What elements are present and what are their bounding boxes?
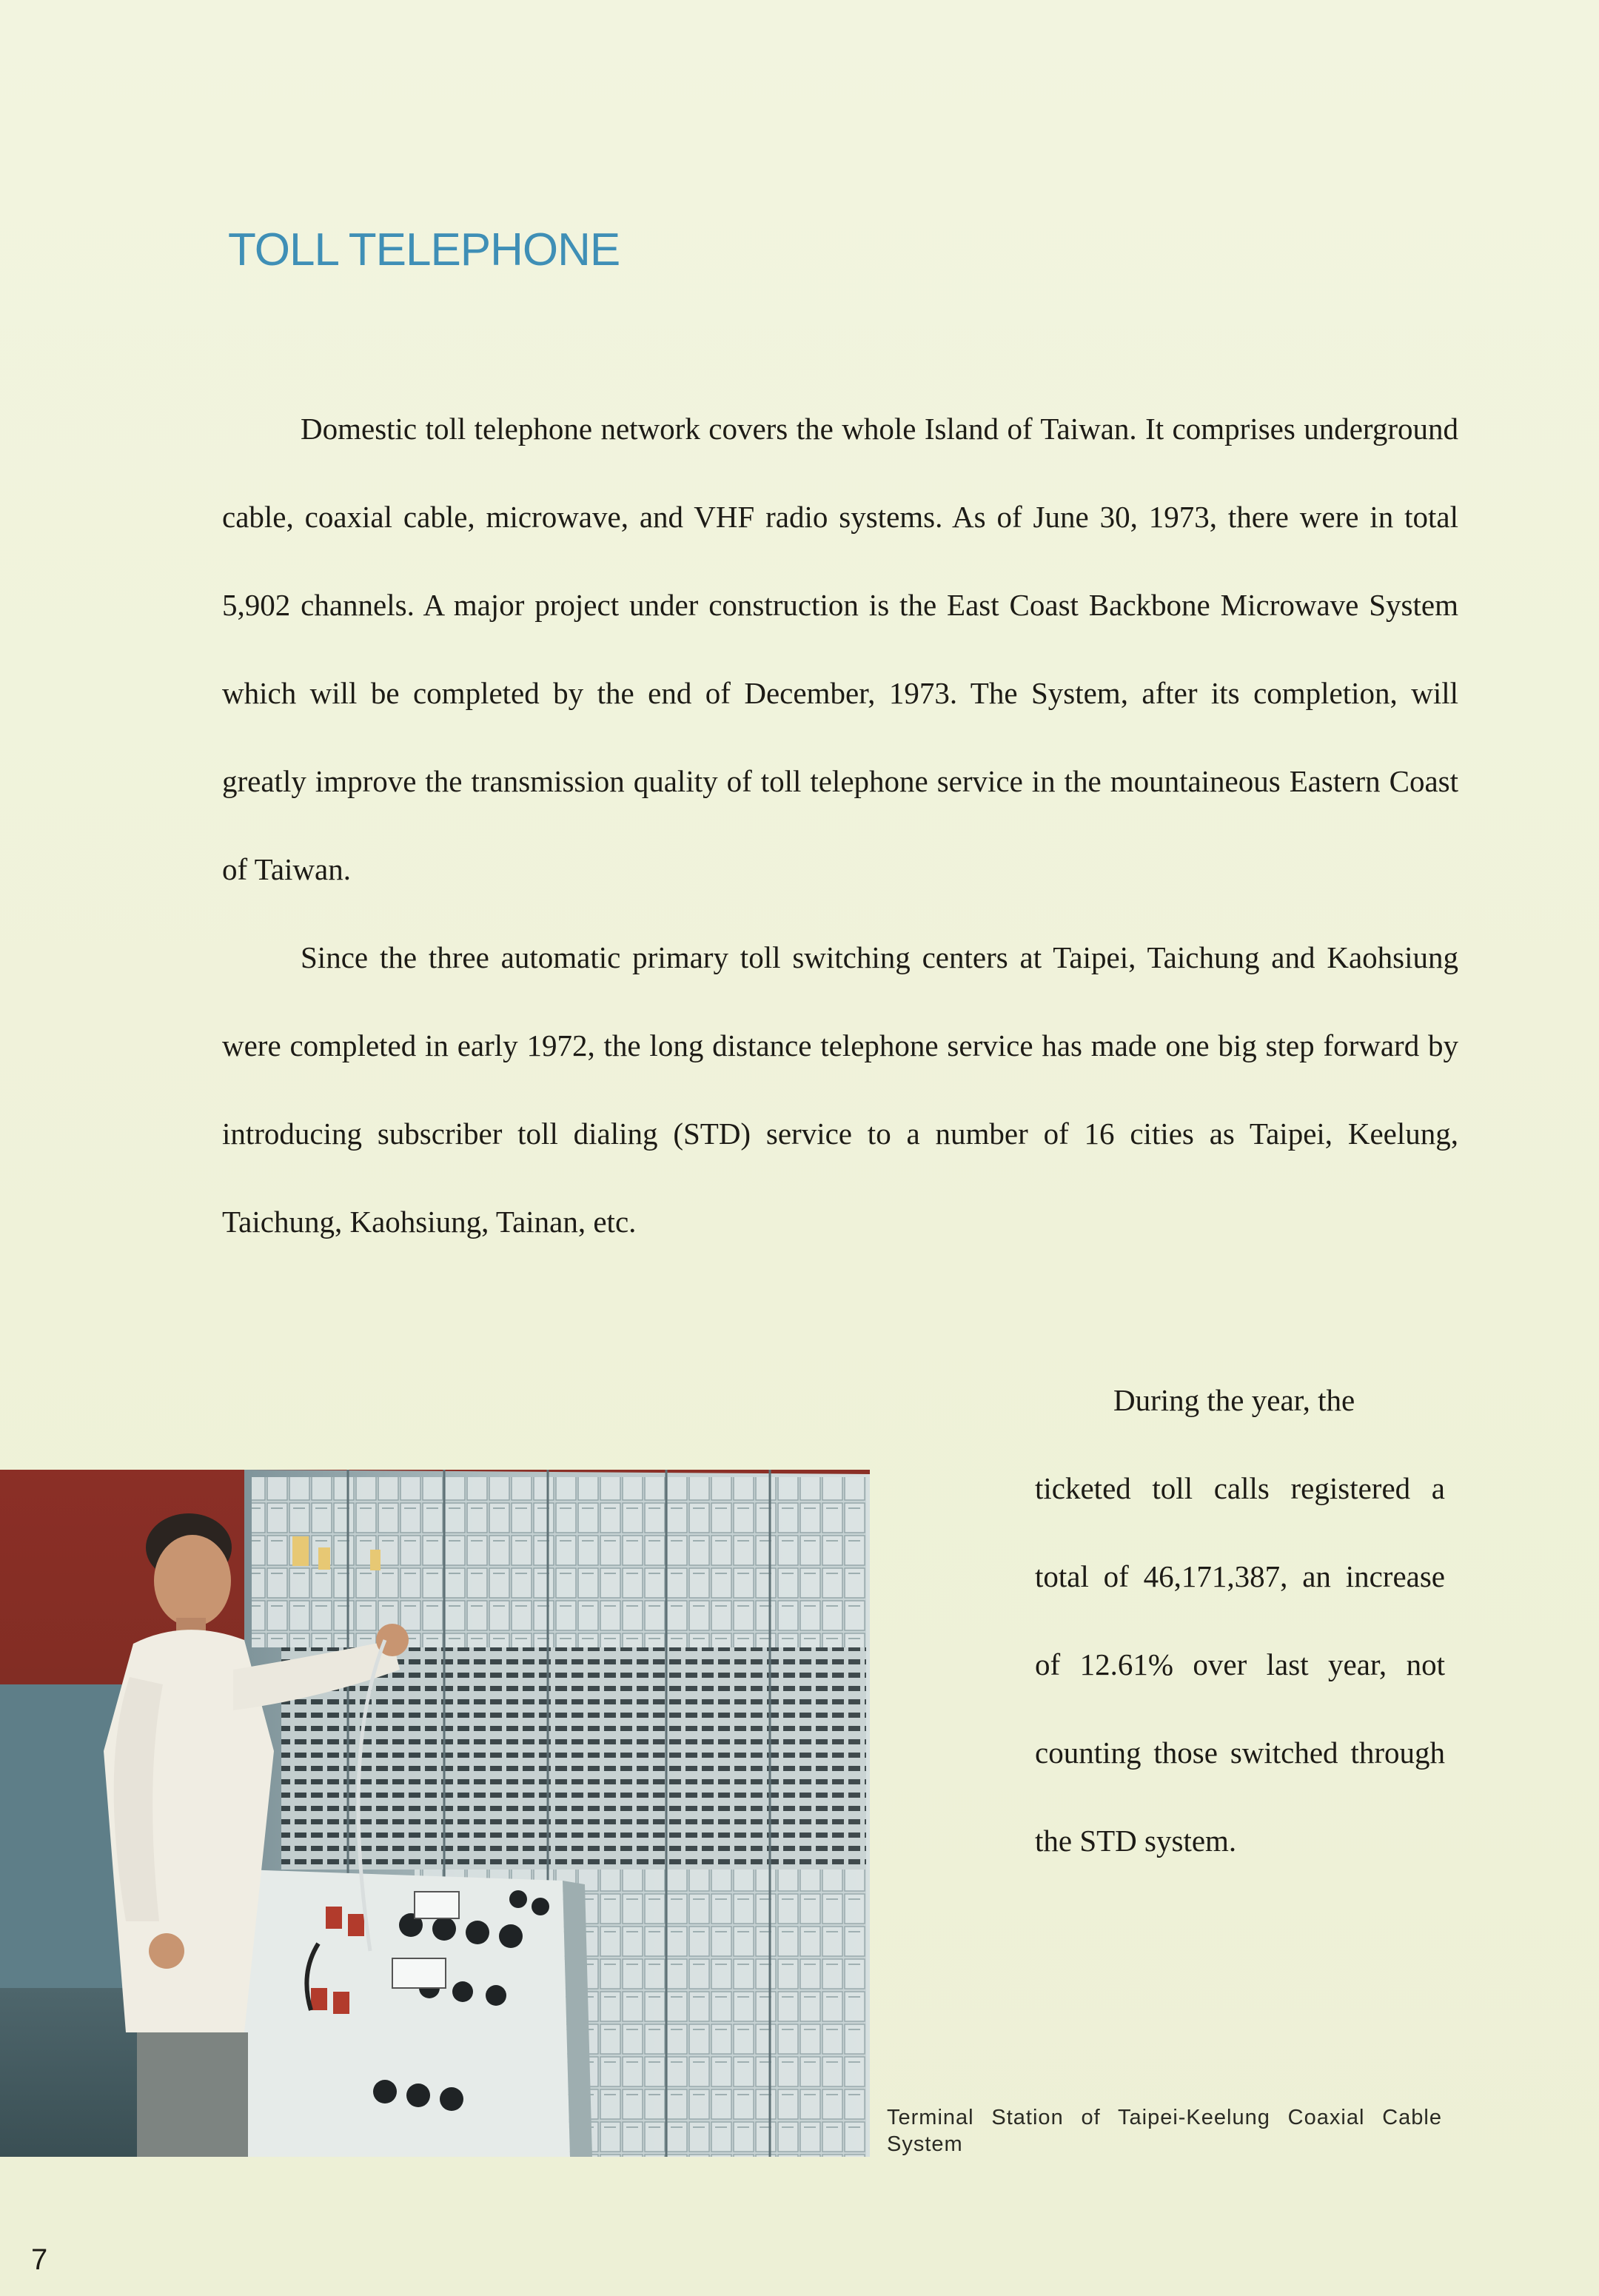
- side-paragraph-first-line: During the year, the: [1113, 1383, 1355, 1417]
- body-text: [222, 385, 1458, 1266]
- photo-illustration: [0, 1470, 870, 2157]
- section-heading: TOLL TELEPHONE: [228, 224, 620, 275]
- photo-caption: Terminal Station of Taipei-Keelung Coaxial Cable System: [887, 2106, 1442, 2156]
- page-number: 7: [31, 2243, 48, 2276]
- paragraph-1: Domestic toll telephone network covers the whole Island of Taiwan. It comprises underground cable, coaxial cable, microwave, and VHF radio systems. As of June 30, 1973, there were in total 5,902 channels. A major project under construction is the East Coast Backbone Microwave System which will be completed by the end of December, 1973. The System, after its completion, will greatly improve the transmission quality of toll telephone service in the mountaineous Eastern Coast of Taiwan.: [222, 412, 1458, 886]
- paragraph-2: Since the three automatic primary toll switching centers at Taipei, Taichung and Kaohsiung were completed in early 1972, the long distance telephone service has made one big step forward by introducing subscriber toll dialing (STD) service to a number of 16 cities as Taipei, Keelung, Taichung, Kaohsiung, Tainan, etc.: [222, 940, 1458, 1239]
- side-paragraph-rest: ticketed toll calls registered a total of 46,171,387, an increase of 12.61% over last year, not counting those switched through the STD system.: [1035, 1471, 1445, 1858]
- side-paragraph: [1035, 1356, 1445, 1885]
- equipment-photo: [0, 1470, 870, 2157]
